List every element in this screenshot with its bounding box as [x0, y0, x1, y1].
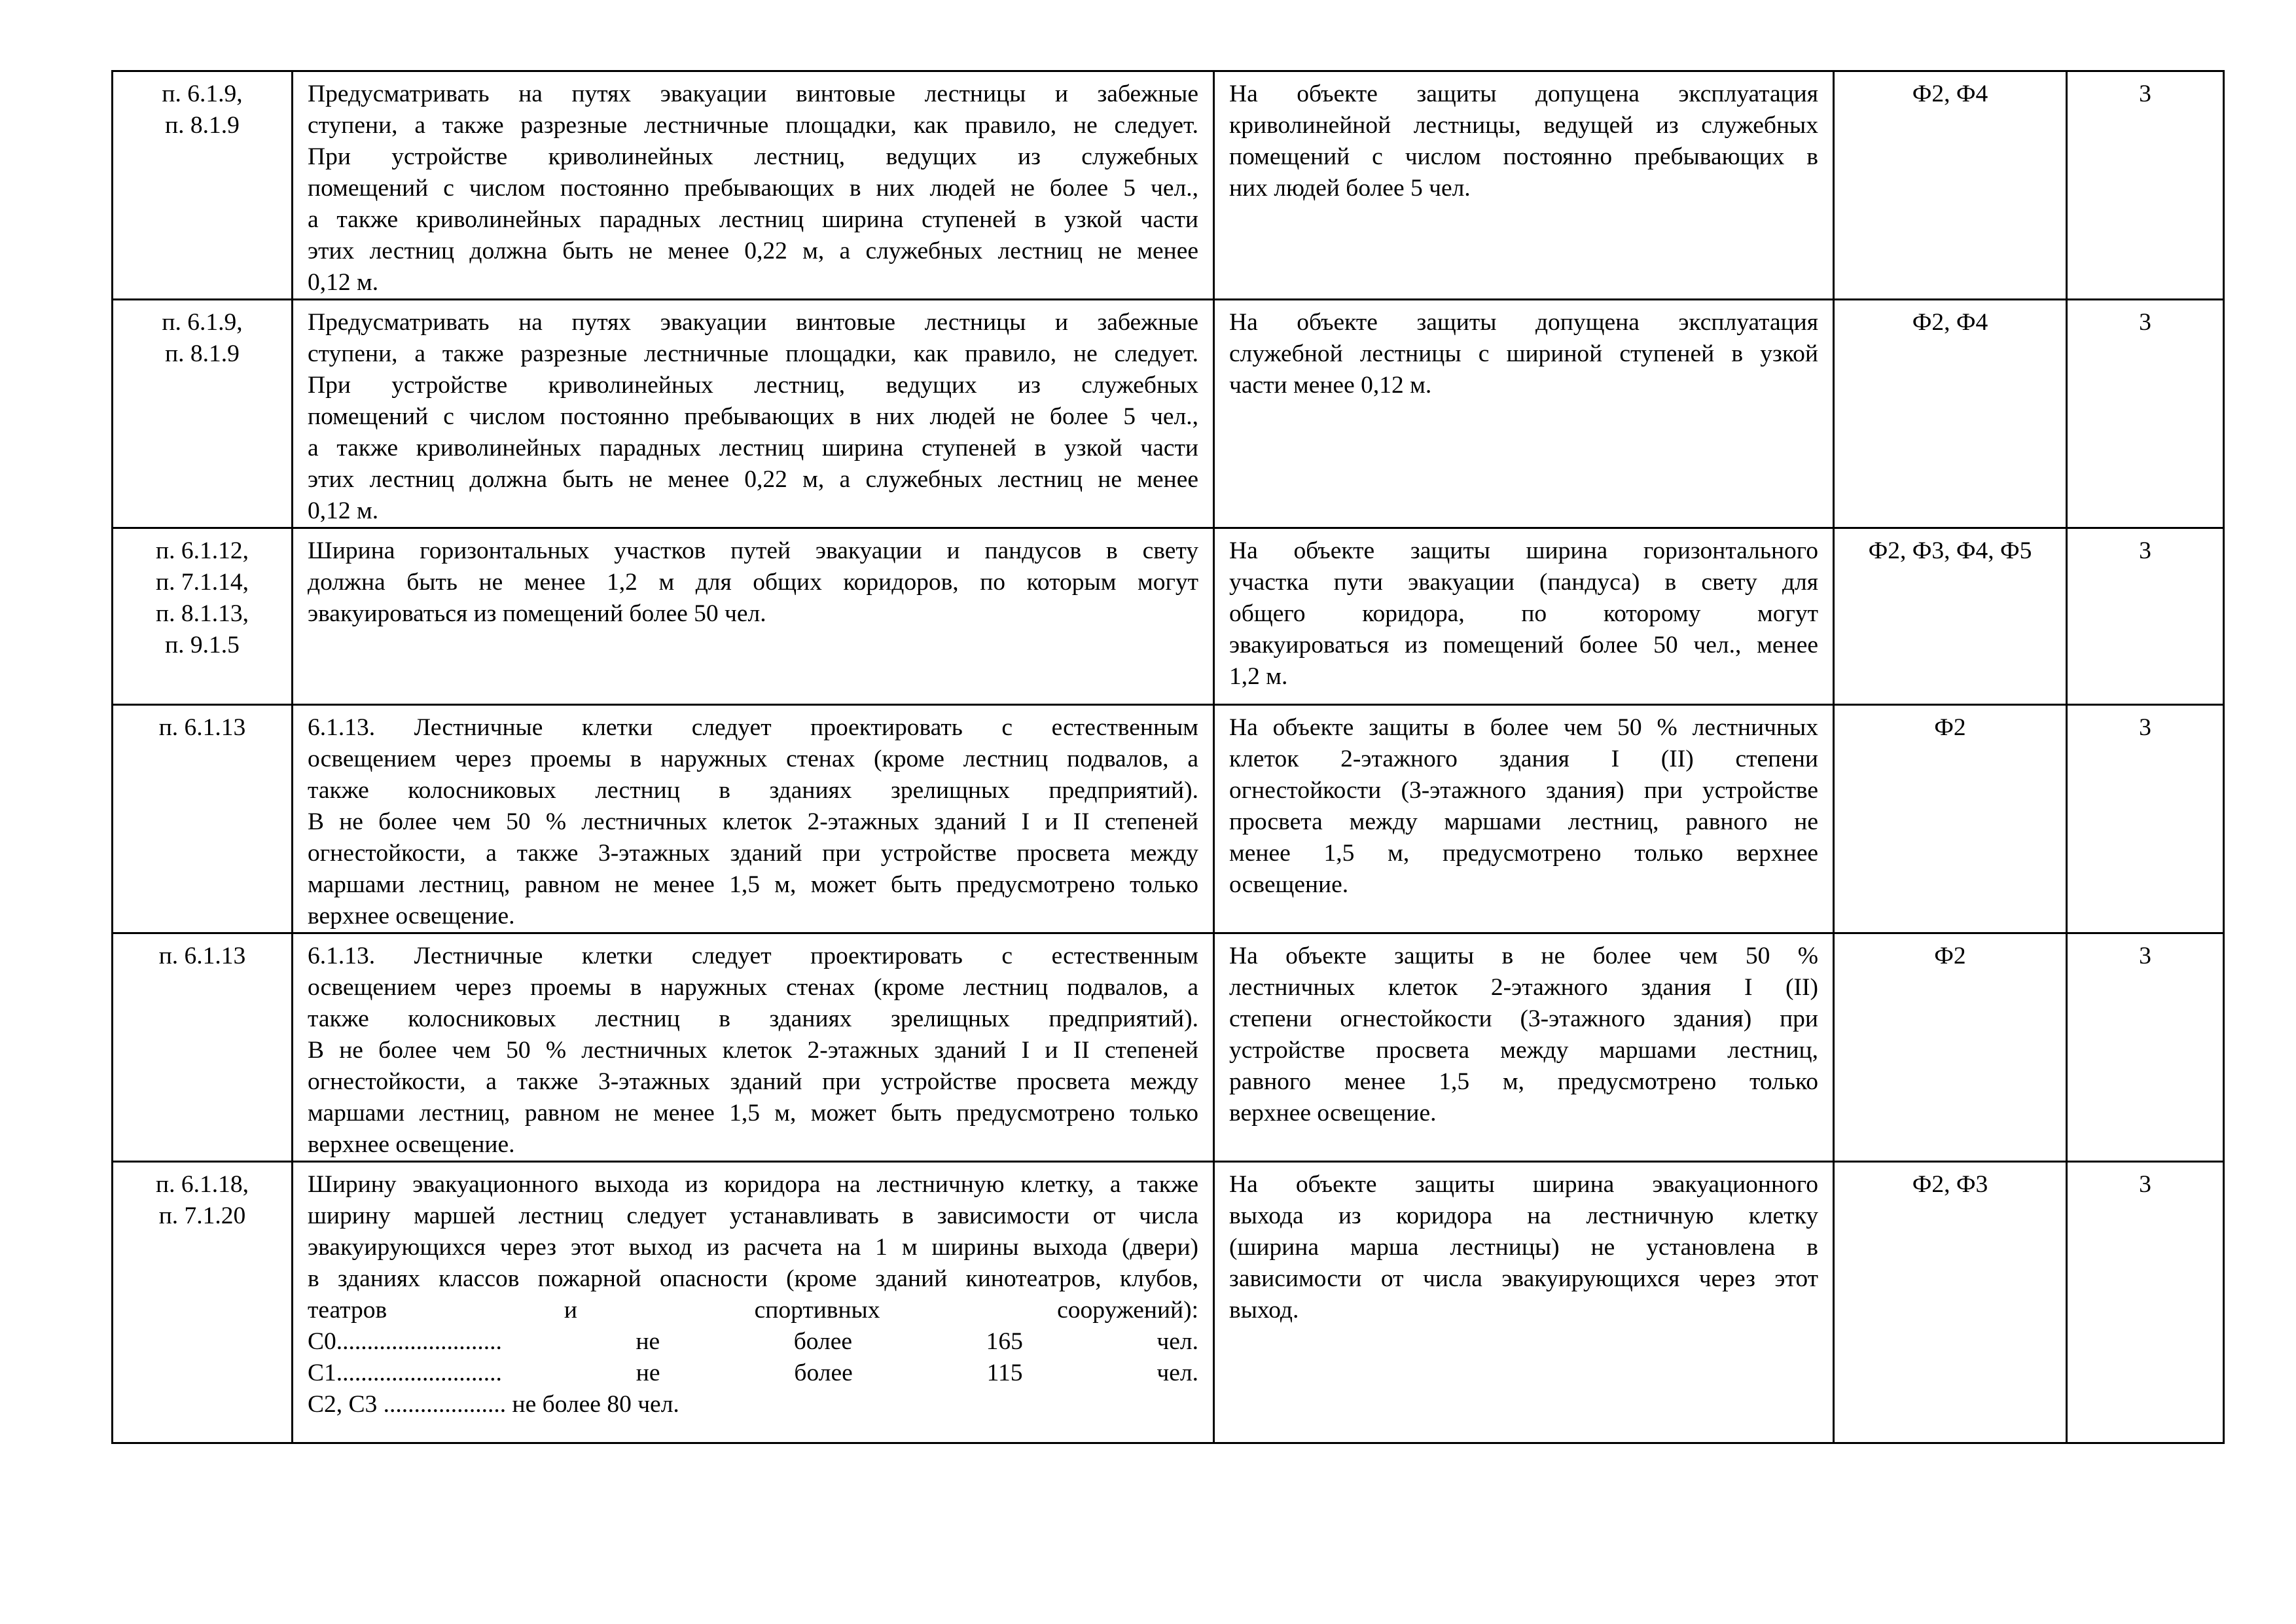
classes-cell: Ф2 [1834, 705, 2067, 933]
requirement-cell [293, 300, 1214, 528]
clause-cell-line: п. 6.1.13 [158, 943, 246, 969]
requirement-cell-line: помещений с числом постоянно пребывающих в них людей не более 5 чел., [308, 403, 1198, 430]
violation-cell-line: эвакуироваться из помещений более 50 чел., менее [1229, 632, 1818, 659]
requirement-cell-line: освещением через проемы в наружных стенах (кроме лестниц подвалов, а [308, 746, 1198, 772]
classes-cell: Ф2, Ф3 [1834, 1162, 2067, 1443]
requirement-cell-line: верхнее освещение. [308, 903, 515, 929]
requirement-cell [293, 705, 1214, 933]
violation-cell-line: освещение. [1229, 871, 1349, 898]
violation-cell-line: На объекте защиты в не более чем 50 % [1229, 943, 1818, 969]
violation-cell-line: части менее 0,12 м. [1229, 372, 1432, 399]
table-row [113, 300, 2224, 528]
requirement-cell [293, 933, 1214, 1162]
violation-cell-line: зависимости от числа эвакуирующихся через этот [1229, 1265, 1818, 1292]
violation-cell-line: (ширина марша лестницы) не установлена в [1229, 1234, 1818, 1261]
clause-cell-line: п. 8.1.9 [165, 340, 240, 367]
table-row [113, 933, 2224, 1162]
requirement-cell-line: При устройстве криволинейных лестниц, ведущих из служебных [308, 143, 1198, 170]
requirement-cell-line: С1........................... не более 115 чел. [308, 1360, 1198, 1386]
clause-cell-line: п. 6.1.12, [156, 537, 249, 564]
requirement-cell-line: а также криволинейных парадных лестниц ширина ступеней в узкой части [308, 435, 1198, 461]
violation-cell-line: криволинейной лестницы, ведущей из служебных [1229, 112, 1818, 139]
violation-cell [1214, 705, 1834, 933]
clause-cell-line: п. 7.1.20 [158, 1202, 246, 1229]
clause-cell [113, 1162, 293, 1443]
violation-cell-line: них людей более 5 чел. [1229, 175, 1471, 202]
requirement-cell-line: театров и спортивных сооружений): [308, 1297, 1198, 1324]
clause-cell [113, 300, 293, 528]
requirement-cell-line: С2, С3 .................... не более 80 чел. [308, 1391, 679, 1418]
clause-cell [113, 705, 293, 933]
requirement-cell-line: 0,12 м. [308, 269, 379, 296]
requirement-cell-line: также колосниковых лестниц в зданиях зрелищных предприятий). [308, 777, 1198, 804]
violation-cell-line: На объекте защиты ширина горизонтального [1229, 537, 1818, 564]
clause-cell-line: п. 8.1.9 [165, 112, 240, 139]
table-row [113, 705, 2224, 933]
violation-cell [1214, 1162, 1834, 1443]
risk-cell: 3 [2067, 1162, 2224, 1443]
requirement-cell [293, 71, 1214, 300]
requirement-cell-line: Предусматривать на путях эвакуации винтовые лестницы и забежные [308, 81, 1198, 107]
risk-cell: 3 [2067, 933, 2224, 1162]
requirement-cell-line: огнестойкости, а также 3-этажных зданий при устройстве просвета между [308, 840, 1198, 867]
clause-cell-line: п. 7.1.14, [156, 569, 249, 596]
table-row [113, 71, 2224, 300]
table-body [113, 71, 2224, 1443]
violation-cell [1214, 528, 1834, 705]
requirement-cell-line: в зданиях классов пожарной опасности (кроме зданий кинотеатров, клубов, [308, 1265, 1198, 1292]
requirement-cell-line: этих лестниц должна быть не менее 0,22 м, а служебных лестниц не менее [308, 466, 1198, 493]
requirement-cell-line: В не более чем 50 % лестничных клеток 2-этажных зданий I и II степеней [308, 1037, 1198, 1064]
requirement-cell-line: Предусматривать на путях эвакуации винтовые лестницы и забежные [308, 309, 1198, 336]
requirements-table [111, 70, 2225, 1444]
violation-cell-line: огнестойкости (3-этажного здания) при устройстве [1229, 777, 1818, 804]
requirement-cell-line: Ширина горизонтальных участков путей эвакуации и пандусов в свету [308, 537, 1198, 564]
violation-cell-line: общего коридора, по которому могут [1229, 600, 1818, 627]
requirement-cell-line: а также криволинейных парадных лестниц ширина ступеней в узкой части [308, 206, 1198, 233]
requirement-cell-line: освещением через проемы в наружных стенах (кроме лестниц подвалов, а [308, 974, 1198, 1001]
requirement-cell-line: должна быть не менее 1,2 м для общих коридоров, по которым могут [308, 569, 1198, 596]
requirement-cell-line: маршами лестниц, равном не менее 1,5 м, может быть предусмотрено только [308, 1100, 1198, 1127]
requirement-cell-line: огнестойкости, а также 3-этажных зданий при устройстве просвета между [308, 1068, 1198, 1095]
requirement-cell-line: помещений с числом постоянно пребывающих в них людей не более 5 чел., [308, 175, 1198, 202]
clause-cell [113, 933, 293, 1162]
requirement-cell-line: В не более чем 50 % лестничных клеток 2-этажных зданий I и II степеней [308, 808, 1198, 835]
classes-cell: Ф2, Ф4 [1834, 71, 2067, 300]
classes-cell: Ф2, Ф3, Ф4, Ф5 [1834, 528, 2067, 705]
requirement-cell-line: Ширину эвакуационного выхода из коридора на лестничную клетку, а также [308, 1171, 1198, 1198]
clause-cell-line: п. 6.1.18, [156, 1171, 249, 1198]
violation-cell-line: На объекте защиты допущена эксплуатация [1229, 81, 1818, 107]
requirement-cell-line: ступени, а также разрезные лестничные площадки, как правило, не следует. [308, 340, 1198, 367]
requirement-cell-line: ступени, а также разрезные лестничные площадки, как правило, не следует. [308, 112, 1198, 139]
violation-cell-line: лестничных клеток 2-этажного здания I (II) [1229, 974, 1818, 1001]
violation-cell-line: просвета между маршами лестниц, равного не [1229, 808, 1818, 835]
requirement-cell-line: 6.1.13. Лестничные клетки следует проектировать с естественным [308, 714, 1198, 741]
classes-cell: Ф2 [1834, 933, 2067, 1162]
violation-cell-line: участка пути эвакуации (пандуса) в свету для [1229, 569, 1818, 596]
violation-cell-line: На объекте защиты в более чем 50 % лестничных [1229, 714, 1818, 741]
violation-cell-line: выход. [1229, 1297, 1299, 1324]
violation-cell-line: степени огнестойкости (3-этажного здания) при [1229, 1005, 1818, 1032]
requirement-cell-line: эвакуирующихся через этот выход из расчета на 1 м ширины выхода (двери) [308, 1234, 1198, 1261]
requirement-cell-line: верхнее освещение. [308, 1131, 515, 1158]
risk-cell: 3 [2067, 705, 2224, 933]
violation-cell-line: выхода из коридора на лестничную клетку [1229, 1202, 1818, 1229]
requirement-cell-line: также колосниковых лестниц в зданиях зрелищных предприятий). [308, 1005, 1198, 1032]
requirement-cell-line: ширину маршей лестниц следует устанавливать в зависимости от числа [308, 1202, 1198, 1229]
violation-cell-line: помещений с числом постоянно пребывающих в [1229, 143, 1818, 170]
clause-cell-line: п. 6.1.13 [158, 714, 246, 741]
clause-cell-line: п. 6.1.9, [162, 81, 243, 107]
clause-cell-line: п. 8.1.13, [156, 600, 249, 627]
requirement-cell-line: маршами лестниц, равном не менее 1,5 м, может быть предусмотрено только [308, 871, 1198, 898]
clause-cell-line: п. 9.1.5 [165, 632, 240, 659]
table-row [113, 528, 2224, 705]
violation-cell-line: равного менее 1,5 м, предусмотрено только [1229, 1068, 1818, 1095]
violation-cell [1214, 300, 1834, 528]
violation-cell-line: клеток 2-этажного здания I (II) степени [1229, 746, 1818, 772]
risk-cell: 3 [2067, 71, 2224, 300]
clause-cell [113, 528, 293, 705]
violation-cell-line: служебной лестницы с шириной ступеней в узкой [1229, 340, 1818, 367]
requirement-cell-line: 0,12 м. [308, 497, 379, 524]
violation-cell-line: На объекте защиты ширина эвакуационного [1229, 1171, 1818, 1198]
requirement-cell-line: 6.1.13. Лестничные клетки следует проектировать с естественным [308, 943, 1198, 969]
classes-cell: Ф2, Ф4 [1834, 300, 2067, 528]
violation-cell-line: устройстве просвета между маршами лестниц, [1229, 1037, 1818, 1064]
requirement-cell [293, 528, 1214, 705]
requirement-cell-line: С0........................... не более 165 чел. [308, 1328, 1198, 1355]
violation-cell-line: менее 1,5 м, предусмотрено только верхнее [1229, 840, 1818, 867]
violation-cell-line: 1,2 м. [1229, 663, 1288, 690]
violation-cell-line: верхнее освещение. [1229, 1100, 1437, 1127]
violation-cell [1214, 933, 1834, 1162]
violation-cell-line: На объекте защиты допущена эксплуатация [1229, 309, 1818, 336]
requirement-cell-line: эвакуироваться из помещений более 50 чел. [308, 600, 766, 627]
table-row [113, 1162, 2224, 1443]
clause-cell [113, 71, 293, 300]
risk-cell: 3 [2067, 528, 2224, 705]
requirement-cell-line: При устройстве криволинейных лестниц, ведущих из служебных [308, 372, 1198, 399]
requirement-cell-line: этих лестниц должна быть не менее 0,22 м, а служебных лестниц не менее [308, 238, 1198, 264]
risk-cell: 3 [2067, 300, 2224, 528]
violation-cell [1214, 71, 1834, 300]
requirement-cell [293, 1162, 1214, 1443]
clause-cell-line: п. 6.1.9, [162, 309, 243, 336]
